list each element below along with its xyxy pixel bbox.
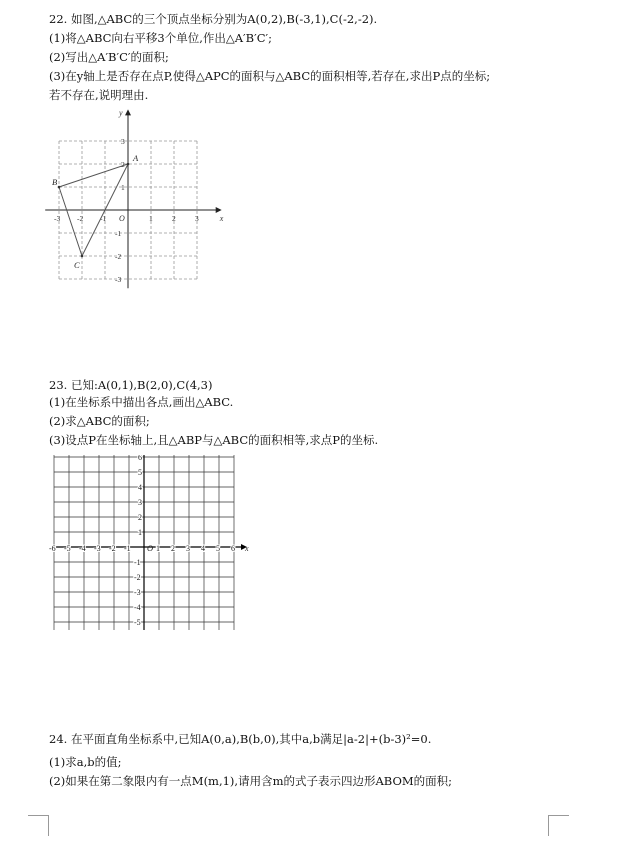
- x-tick-label: -6: [49, 544, 56, 553]
- q22-part-2: (2)写出△A′B′C′的面积;: [49, 50, 169, 64]
- x-tick-label: 4: [201, 544, 205, 553]
- x-tick-label: 2: [172, 214, 176, 223]
- x-tick-label: -4: [79, 544, 86, 553]
- x-tick-label: 1: [149, 214, 153, 223]
- q24-part-1: (1)求a,b的值;: [49, 755, 122, 769]
- q22-title: 22. 如图,△ABC的三个顶点坐标分别为A(0,2),B(-3,1),C(-2,-2).: [49, 12, 378, 26]
- q22-part-3: (3)在y轴上是否存在点P,使得△APC的面积与△ABC的面积相等,若存在,求出P点的坐标;: [49, 69, 491, 83]
- q23-tick-labels: [49, 455, 235, 630]
- x-tick-label: 3: [186, 544, 190, 553]
- x-axis-label: x: [245, 544, 249, 553]
- q24-part-2: (2)如果在第二象限内有一点M(m,1),请用含m的式子表示四边形ABOM的面积;: [49, 774, 453, 788]
- q22-coordinate-figure: [40, 100, 240, 290]
- y-tick-label: 2: [121, 160, 125, 169]
- vertex-point: [58, 186, 61, 189]
- x-tick-label: -1: [124, 544, 131, 553]
- y-tick-label: -3: [134, 588, 141, 597]
- q23-part-1: (1)在坐标系中描出各点,画出△ABC.: [49, 395, 234, 409]
- q23-part-3: (3)设点P在坐标轴上,且△ABP与△ABC的面积相等,求点P的坐标.: [49, 433, 379, 447]
- y-tick-label: -3: [115, 275, 122, 284]
- q23-axes: [54, 455, 249, 630]
- origin-label: O: [147, 543, 154, 553]
- q22-point-labels: [52, 153, 139, 270]
- y-tick-label: 3: [138, 498, 142, 507]
- x-tick-label: -2: [77, 214, 84, 223]
- x-tick-label: 2: [171, 544, 175, 553]
- x-tick-label: -3: [54, 214, 61, 223]
- y-tick-label: -1: [134, 558, 141, 567]
- y-tick-label: 1: [138, 528, 142, 537]
- q22-part-3-cont: 若不存在,说明理由.: [49, 88, 149, 102]
- y-axis-arrow-icon: [125, 109, 131, 115]
- y-tick-label: 4: [138, 483, 142, 492]
- y-tick-label: 3: [121, 137, 125, 146]
- x-tick-label: -1: [100, 214, 107, 223]
- y-tick-label: 6: [138, 455, 142, 462]
- y-tick-label: 5: [138, 468, 142, 477]
- x-tick-label: -5: [64, 544, 71, 553]
- x-tick-label: 5: [216, 544, 220, 553]
- q23-title: 23. 已知:A(0,1),B(2,0),C(4,3): [49, 378, 213, 392]
- page-corner-mark-right: [548, 815, 569, 836]
- q22-part-1: (1)将△ABC向右平移3个单位,作出△A′B′C′;: [49, 31, 272, 45]
- x-tick-label: -3: [94, 544, 101, 553]
- vertex-label: C: [74, 260, 80, 270]
- vertex-label: B: [52, 177, 58, 187]
- x-tick-label: -2: [109, 544, 116, 553]
- y-tick-label: -2: [115, 252, 122, 261]
- y-tick-label: 2: [138, 513, 142, 522]
- y-tick-label: 1: [121, 183, 125, 192]
- y-axis-label: y: [119, 108, 123, 118]
- x-tick-label: 3: [195, 214, 199, 223]
- origin-label: O: [119, 214, 125, 223]
- q23-part-2: (2)求△ABC的面积;: [49, 414, 150, 428]
- q24-title: 24. 在平面直角坐标系中,已知A(0,a),B(b,0),其中a,b满足|a-2|+(b-3)²=0.: [49, 732, 432, 746]
- y-tick-label: -1: [115, 229, 122, 238]
- x-tick-label: 6: [231, 544, 235, 553]
- vertex-label: A: [133, 153, 139, 163]
- x-axis-arrow-icon: [216, 207, 222, 213]
- x-axis-label: x: [219, 214, 224, 223]
- page-corner-mark-left: [28, 815, 49, 836]
- y-tick-label: -5: [134, 618, 141, 627]
- x-tick-label: 1: [156, 544, 160, 553]
- y-tick-label: -2: [134, 573, 141, 582]
- y-tick-label: -4: [134, 603, 141, 612]
- vertex-point: [127, 163, 130, 166]
- vertex-point: [81, 255, 84, 258]
- q23-coordinate-grid: [48, 455, 256, 630]
